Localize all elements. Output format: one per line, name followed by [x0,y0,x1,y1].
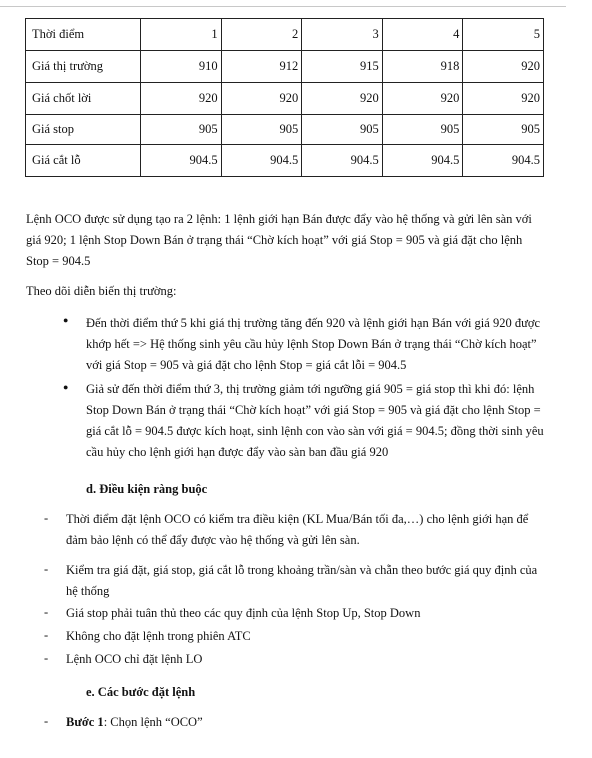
table-cell: 910 [141,51,222,83]
table-cell: 3 [302,19,383,51]
price-table [25,18,544,177]
table-cell: Giá chốt lời [26,83,141,115]
list-item: Không cho đặt lệnh trong phiên ATC [66,629,251,643]
step-1-text: : Chọn lệnh “OCO” [103,715,203,729]
list-item [66,509,571,551]
list-item [66,560,571,602]
table-cell: 904.5 [463,145,544,177]
table-cell: 905 [382,115,463,145]
bullet-paragraph [86,379,571,463]
dash-icon: - [44,628,49,642]
table-row [26,145,544,177]
table-cell: 920 [382,83,463,115]
text-line: Đến thời điểm thứ 5 khi giá thị trường tăng đến 920 và lệnh giới hạn Bán với giá 920 được [86,316,540,330]
text-line: Stop = 904.5 [26,254,91,268]
section-e-heading: e. Các bước đặt lệnh [86,685,196,699]
table-cell: 904.5 [141,145,222,177]
table-row [26,51,544,83]
text-line: Kiểm tra giá đặt, giá stop, giá cắt lỗ trong khoảng trần/sàn và chẵn theo bước giá quy định của [66,563,538,577]
dash-icon: - [44,605,49,619]
table-row [26,115,544,145]
dash-icon: - [44,714,49,728]
step-1-label: Bước 1 [66,715,104,729]
bullet-icon: ● [63,382,69,392]
table-cell: 5 [463,19,544,51]
table-cell: 915 [302,51,383,83]
table-cell: 905 [463,115,544,145]
table-cell: 920 [463,51,544,83]
text-line: Lệnh OCO được sử dụng tạo ra 2 lệnh: 1 lệnh giới hạn Bán được đẩy vào hệ thống và gửi lên sàn với [26,212,532,226]
text-line: giá cắt lỗ = 904.5 được kích hoạt, sinh lệnh con vào sàn với giá = 904.5; đồng thời sinh yêu [86,424,544,438]
table-cell: 920 [141,83,222,115]
table-cell: 918 [382,51,463,83]
text-line: giá 920; 1 lệnh Stop Down Bán ở trạng thái “Chờ kích hoạt” với giá Stop = 905 và giá đặt cho lệnh [26,233,523,247]
text-line: Giả sử đến thời điểm thứ 3, thị trường giảm tới ngưỡng giá 905 = giá stop thì khi đó: lệnh [86,382,535,396]
section-d-heading: d. Điều kiện ràng buộc [86,482,208,496]
step-1-item [66,712,571,733]
table-cell: 904.5 [221,145,302,177]
monitor-label: Theo dõi diễn biến thị trường: [26,284,177,298]
table-cell: 920 [463,83,544,115]
dash-icon: - [44,651,49,665]
table-cell: Giá cắt lỗ [26,145,141,177]
text-line: với giá Stop = 905 và giá đặt cho lệnh Stop = giá cắt lỗi = 904.5 [86,358,407,372]
text-line: cầu hủy cho lệnh giới hạn được đẩy vào sàn ban đầu giá 920 [86,445,389,459]
dash-icon: - [44,562,49,576]
table-cell: 920 [302,83,383,115]
text-line: Stop Down Bán ở trạng thái “Chờ kích hoạt” với giá Stop = 905 và giá đặt cho lệnh Stop = [86,403,541,417]
table-cell: 2 [221,19,302,51]
dash-icon: - [44,511,49,525]
table-cell: 904.5 [382,145,463,177]
table-cell: Thời điểm [26,19,141,51]
text-line: đảm bảo lệnh có thể đẩy được vào hệ thống và gửi lên sàn. [66,533,360,547]
table-cell: 4 [382,19,463,51]
table-header-row [26,19,544,51]
table-cell: Giá stop [26,115,141,145]
table-cell: 920 [221,83,302,115]
table-cell: 905 [221,115,302,145]
table-cell: Giá thị trường [26,51,141,83]
intro-paragraph [26,209,571,272]
list-item: Lệnh OCO chỉ đặt lệnh LO [66,652,203,666]
table-cell: 905 [141,115,222,145]
table-row [26,83,544,115]
list-item: Giá stop phải tuân thủ theo các quy định của lệnh Stop Up, Stop Down [66,606,421,620]
text-line: khớp hết => Hệ thống sinh yêu cầu hủy lệnh Stop Down Bán ở trạng thái “Chờ kích hoạt” [86,337,537,351]
table-cell: 1 [141,19,222,51]
bullet-icon: ● [63,315,69,325]
text-line: hệ thống [66,584,110,598]
table-cell: 904.5 [302,145,383,177]
table-cell: 912 [221,51,302,83]
bullet-paragraph [86,313,571,376]
text-line: Thời điểm đặt lệnh OCO có kiểm tra điều kiện (KL Mua/Bán tối đa,…) cho lệnh giới hạn để [66,512,529,526]
page-top-rule [0,6,566,7]
table-cell: 905 [302,115,383,145]
